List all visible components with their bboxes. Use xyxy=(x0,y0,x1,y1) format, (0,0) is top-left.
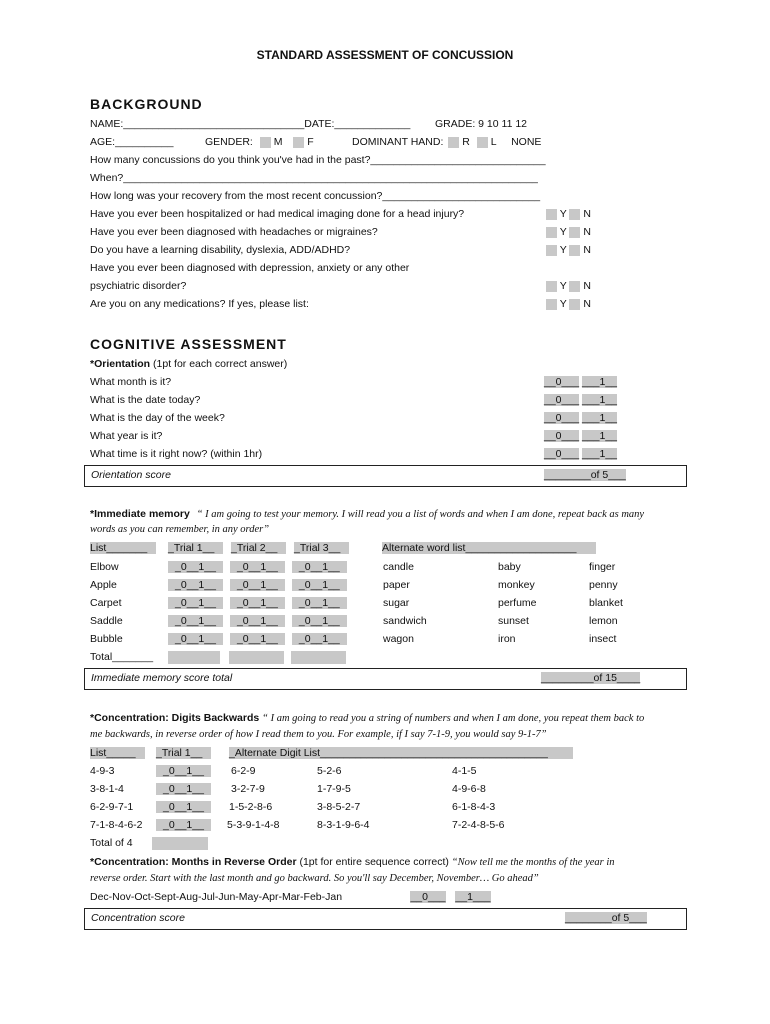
background-heading: BACKGROUND xyxy=(90,96,203,112)
memory-word: Elbow xyxy=(90,561,119,573)
alt-word: candle xyxy=(383,561,414,573)
memory-header-trial3: _Trial 3__ xyxy=(294,542,349,554)
digits-title-row: *Concentration: Digits Backwards “ I am going to read you a string of numbers and when I am done, you repeat them back to xyxy=(90,712,645,724)
alt-word: iron xyxy=(498,633,516,645)
memory-instructions-2: words as you can remember, in any order” xyxy=(90,524,270,535)
orientation-score-year[interactable]: __0___ ___1__ xyxy=(544,430,618,442)
memory-title-row: *Immediate memory “ I am going to test your memory. I will read you a list of words and when I am done, repeat back as many xyxy=(90,508,645,520)
digits-alt: 6-2-9 xyxy=(231,765,256,777)
yn-headaches[interactable]: Y N xyxy=(546,226,591,238)
alt-word: baby xyxy=(498,561,521,573)
alt-word: lemon xyxy=(589,615,618,627)
concentration-score-field[interactable]: ________of 5___ xyxy=(565,912,647,924)
digits-trial-cell[interactable]: _0__1__ xyxy=(156,765,211,777)
page-title: STANDARD ASSESSMENT OF CONCUSSION xyxy=(256,48,514,62)
orientation-score-month[interactable]: __0___ ___1__ xyxy=(544,376,618,388)
alt-word: blanket xyxy=(589,597,623,609)
months-score-cells[interactable]: __0___ __1___ xyxy=(410,891,491,903)
memory-score-label: Immediate memory score total xyxy=(91,672,233,684)
digits-alt: 6-1-8-4-3 xyxy=(452,801,496,813)
digits-alt: 1-7-9-5 xyxy=(317,783,351,795)
alt-word: perfume xyxy=(498,597,537,609)
recovery-field[interactable]: How long was your recovery from the most recent concussion?___________________________ xyxy=(90,190,541,202)
gender-f-checkbox[interactable] xyxy=(293,137,304,148)
digits-total-cell[interactable] xyxy=(152,837,208,853)
orientation-q-year: What year is it? xyxy=(90,430,163,442)
digits-alt: 5-3-9-1-4-8 xyxy=(227,819,280,831)
orientation-q-day: What is the day of the week? xyxy=(90,412,225,424)
months-sequence: Dec-Nov-Oct-Sept-Aug-Jul-Jun-May-Apr-Mar-Feb-Jan xyxy=(90,891,343,903)
question-hospitalized: Have you ever been hospitalized or had medical imaging done for a head injury? xyxy=(90,208,465,220)
memory-trial-cells[interactable]: _0__1__ _0__1__ _0__1__ xyxy=(168,633,347,645)
alt-word: sunset xyxy=(498,615,529,627)
question-psychiatric: psychiatric disorder? xyxy=(90,280,187,292)
orientation-score-label: Orientation score xyxy=(91,469,171,481)
memory-total-label: Total_______ xyxy=(90,651,154,663)
digits-alt: 7-2-4-8-5-6 xyxy=(452,819,505,831)
orientation-score-date[interactable]: __0___ ___1__ xyxy=(544,394,618,406)
memory-trial-cells[interactable]: _0__1__ _0__1__ _0__1__ xyxy=(168,561,347,573)
memory-score-field[interactable]: _________of 15____ xyxy=(541,672,641,684)
digits-alt: 3-2-7-9 xyxy=(231,783,265,795)
months-instructions-2: reverse order. Start with the last month and go backward. So you'll say December, November… Go ahead” xyxy=(90,873,539,884)
memory-trial-cells[interactable]: _0__1__ _0__1__ _0__1__ xyxy=(168,597,347,609)
memory-word: Apple xyxy=(90,579,117,591)
alt-word: sandwich xyxy=(383,615,427,627)
memory-header-list: List_______ xyxy=(90,542,156,554)
alt-word-header: Alternate word list___________________ xyxy=(382,542,596,554)
orientation-q-time: What time is it right now? (within 1hr) xyxy=(90,448,263,460)
digits-alt: 3-8-5-2-7 xyxy=(317,801,361,813)
memory-word: Bubble xyxy=(90,633,123,645)
memory-header-trial1: _Trial 1__ xyxy=(168,542,223,554)
hand-l-checkbox[interactable] xyxy=(477,137,488,148)
hand-label: DOMINANT HAND: xyxy=(352,136,444,148)
question-headaches: Have you ever been diagnosed with headaches or migraines? xyxy=(90,226,378,238)
hand-l-label: L xyxy=(490,136,497,148)
concentration-score-label: Concentration score xyxy=(91,912,185,924)
orientation-score-time[interactable]: __0___ ___1__ xyxy=(544,448,618,460)
hand-none-label: NONE xyxy=(511,136,542,148)
memory-word: Saddle xyxy=(90,615,123,627)
gender-m-checkbox[interactable] xyxy=(260,137,271,148)
digits-alt: 4-9-6-8 xyxy=(452,783,486,795)
memory-trial-cells[interactable]: _0__1__ _0__1__ _0__1__ xyxy=(168,579,347,591)
digits-header-list: List_____ xyxy=(90,747,145,759)
digits-alt: 4-1-5 xyxy=(452,765,477,777)
age-field[interactable]: AGE:__________ xyxy=(90,136,174,148)
yn-learning[interactable]: Y N xyxy=(546,244,591,256)
digits-total-label: Total of 4 xyxy=(90,837,133,849)
digits-list-item: 7-1-8-4-6-2 xyxy=(90,819,143,831)
digits-list-item: 4-9-3 xyxy=(90,765,115,777)
digits-trial-cell[interactable]: _0__1__ xyxy=(156,801,211,813)
months-title-row: *Concentration: Months in Reverse Order (1pt for entire sequence correct) “Now tell me the months of the year in xyxy=(90,856,615,868)
when-field[interactable]: When?_______________________________________________________________________ xyxy=(90,172,538,184)
question-depression: Have you ever been diagnosed with depression, anxiety or any other xyxy=(90,262,410,274)
gender-m-label: M xyxy=(273,136,283,148)
orientation-q-date: What is the date today? xyxy=(90,394,201,406)
question-learning: Do you have a learning disability, dyslexia, ADD/ADHD? xyxy=(90,244,351,256)
alt-word: insect xyxy=(589,633,617,645)
hand-r-label: R xyxy=(462,136,470,148)
grade-options[interactable]: GRADE: 9 10 11 12 xyxy=(435,118,528,130)
digits-alt: 8-3-1-9-6-4 xyxy=(317,819,370,831)
digits-list-item: 3-8-1-4 xyxy=(90,783,124,795)
digits-instructions-2: me backwards, in reverse order of how I read them to you. For example, if I say 7-1-9, you would say 9-1-7” xyxy=(90,729,547,740)
gender-row xyxy=(205,136,314,148)
concussion-count-field[interactable]: How many concussions do you think you've had in the past?______________________________ xyxy=(90,154,546,166)
memory-word: Carpet xyxy=(90,597,122,609)
yn-hospitalized[interactable]: Y N xyxy=(546,208,591,220)
alt-word: wagon xyxy=(383,633,414,645)
orientation-title-row: *Orientation (1pt for each correct answer) xyxy=(90,358,288,370)
digits-header-trial: _Trial 1__ xyxy=(156,747,211,759)
digits-trial-cell[interactable]: _0__1__ xyxy=(156,783,211,795)
digits-alt: 5-2-6 xyxy=(317,765,342,777)
alt-word: sugar xyxy=(383,597,410,609)
alt-word: monkey xyxy=(498,579,535,591)
yn-medications[interactable]: Y N xyxy=(546,298,591,310)
gender-f-label: F xyxy=(307,136,314,148)
hand-r-checkbox[interactable] xyxy=(448,137,459,148)
name-date-field[interactable]: NAME:_______________________________DATE:_____________ xyxy=(90,118,411,130)
orientation-score-day[interactable]: __0___ ___1__ xyxy=(544,412,618,424)
orientation-score-field[interactable]: ________of 5___ xyxy=(544,469,626,481)
memory-total-cells[interactable] xyxy=(168,651,346,667)
gender-label: GENDER: xyxy=(205,136,253,148)
cognitive-heading: COGNITIVE ASSESSMENT xyxy=(90,336,287,352)
digits-trial-cell[interactable]: _0__1__ xyxy=(156,819,211,831)
digits-header-alt: _Alternate Digit List_______________________________________ xyxy=(229,747,573,759)
memory-header-trial2: _Trial 2__ xyxy=(231,542,286,554)
yn-psychiatric[interactable]: Y N xyxy=(546,280,591,292)
alt-word: penny xyxy=(589,579,618,591)
alt-word: finger xyxy=(589,561,616,573)
alt-word: paper xyxy=(383,579,410,591)
digits-list-item: 6-2-9-7-1 xyxy=(90,801,134,813)
hand-row xyxy=(352,136,541,148)
digits-alt: 1-5-2-8-6 xyxy=(229,801,273,813)
orientation-q-month: What month is it? xyxy=(90,376,172,388)
question-medications: Are you on any medications? If yes, please list: xyxy=(90,298,309,310)
memory-trial-cells[interactable]: _0__1__ _0__1__ _0__1__ xyxy=(168,615,347,627)
